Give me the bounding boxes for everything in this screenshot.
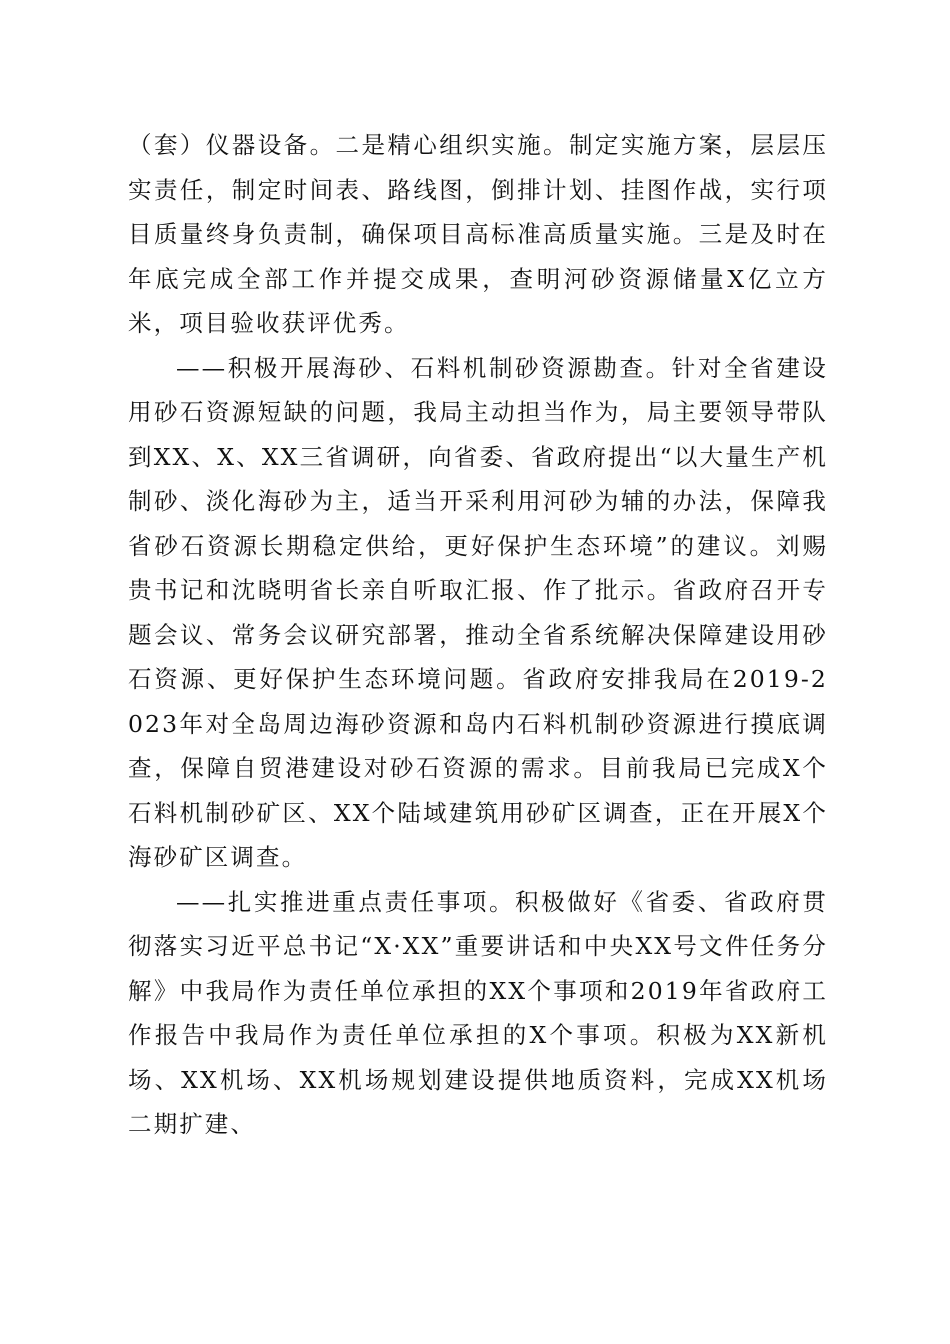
document-page bbox=[128, 123, 828, 1147]
paragraph-continuation: （套）仪器设备。二是精心组织实施。制定实施方案，层层压实责任，制定时间表、路线图，倒排计划、挂图作战，实行项目质量终身负责制，确保项目高标准高质量实施。三是及时在年底完成全部工作并提交成果，查明河砂资源储量X亿立方米，项目验收获评优秀。 bbox=[128, 131, 828, 337]
paragraph-sea-sand-survey: ——积极开展海砂、石料机制砂资源勘查。针对全省建设用砂石资源短缺的问题，我局主动担当作为，局主要领导带队到XX、X、XX三省调研，向省委、省政府提出“以大量生产机制砂、淡化海砂为主，适当开采利用河砂为辅的办法，保障我省砂石资源长期稳定供给，更好保护生态环境”的建议。刘赐贵书记和沈晓明省长亲自听取汇报、作了批示。省政府召开专题会议、常务会议研究部署，推动全省系统解决保障建设用砂石资源、更好保护生态环境问题。省政府安排我局在2019-2023年对全岛周边海砂资源和岛内石料机制砂资源进行摸底调查，保障自贸港建设对砂石资源的需求。目前我局已完成X个石料机制砂矿区、XX个陆域建筑用砂矿区调查，正在开展X个海砂矿区调查。 bbox=[128, 353, 828, 871]
paragraph-key-responsibilities: ——扎实推进重点责任事项。积极做好《省委、省政府贯彻落实习近平总书记“X·XX”重要讲话和中央XX号文件任务分解》中我局作为责任单位承担的XX个事项和2019年省政府工作报告中我局作为责任单位承担的X个事项。积极为XX新机场、XX机场、XX机场规划建设提供地质资料，完成XX机场二期扩建、 bbox=[128, 887, 828, 1138]
